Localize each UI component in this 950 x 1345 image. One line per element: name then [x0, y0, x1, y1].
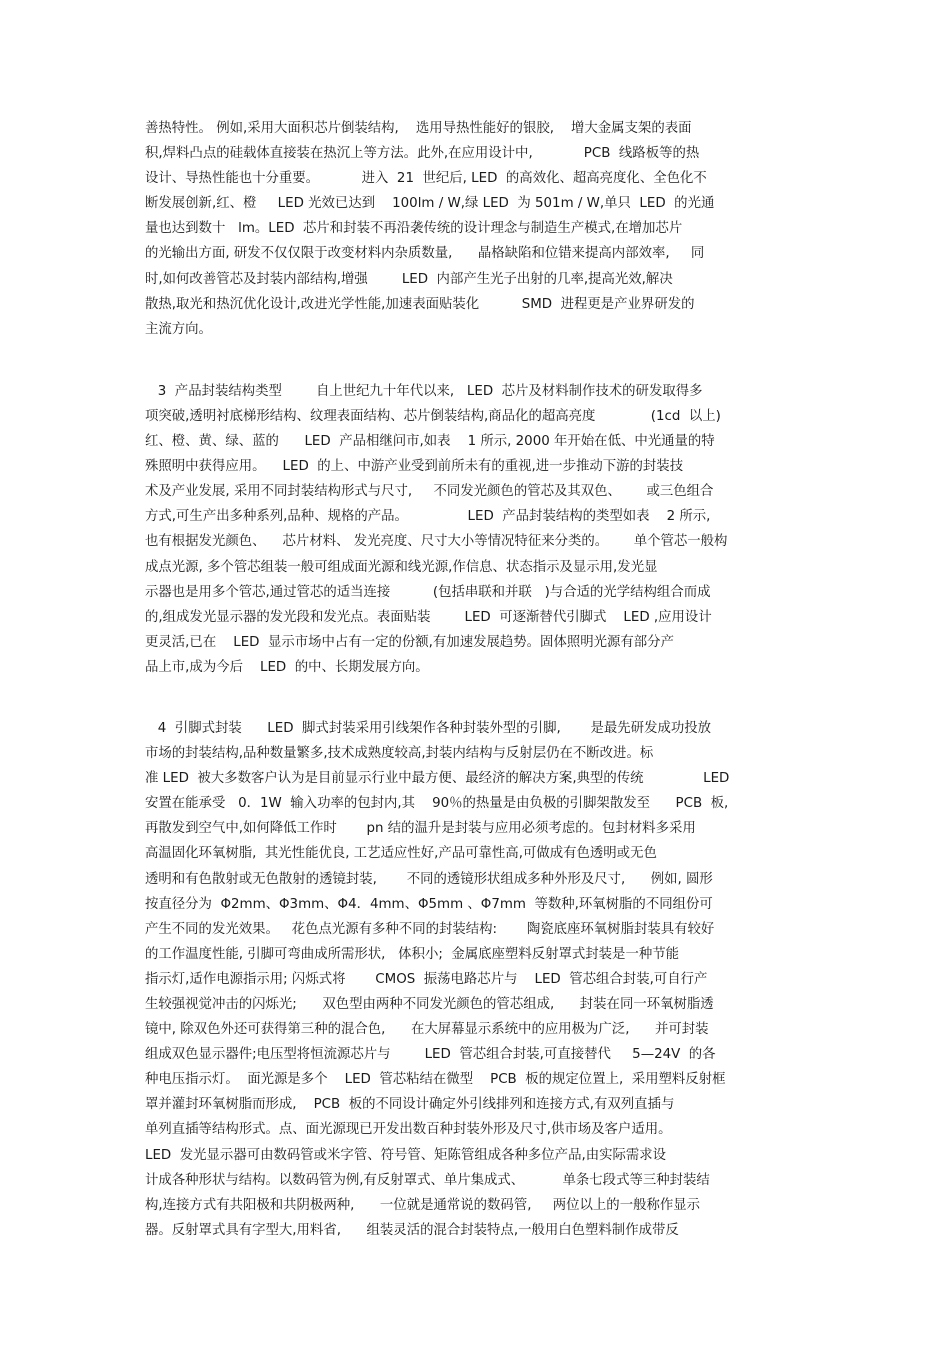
- text-line: 项突破,透明衬底梯形结构、纹理表面结构、芯片倒装结构,商品化的超高亮度 (1cd 以上): [145, 408, 721, 424]
- text-line: 术及产业发展, 采用不同封装结构形式与尺寸, 不同发光颜色的管芯及其双色、 或三色组合: [145, 484, 714, 500]
- text-line: 设计、导热性能也十分重要。 进入 21 世纪后, LED 的高效化、超高亮度化、全色化不: [145, 171, 707, 187]
- text-line: 器。反射罩式具有字型大,用料省, 组装灵活的混合封装特点,一般用白色塑料制作成带反: [145, 1222, 679, 1238]
- text-line: 也有根据发光颜色、 芯片材料、 发光亮度、尺寸大小等情况特征来分类的。 单个管芯一般构: [145, 534, 728, 550]
- text-line: 准 LED 被大多数客户认为是目前显示行业中最方便、最经济的解决方案,典型的传统 LED: [145, 771, 730, 787]
- text-line: LED 发光显示器可由数码管或米字管、符号管、矩陈管组成各种多位产品,由实际需求设: [145, 1147, 667, 1163]
- text-line: 高温固化环氧树脂, 其光性能优良, 工艺适应性好,产品可靠性高,可做成有色透明或无色: [145, 846, 657, 862]
- text-line: 生较强视觉冲击的闪烁光; 双色型由两种不同发光颜色的管芯组成, 封装在同一环氧树脂透: [145, 997, 714, 1012]
- text-line: 示器也是用多个管芯,通过管芯的适当连接 (包括串联和并联 )与合适的光学结构组合而成: [145, 584, 711, 600]
- text-line: 方式,可生产出多种系列,品种、规格的产品。 LED 产品封装结构的类型如表 2 所示,: [145, 509, 711, 525]
- text-line: 计成各种形状与结构。以数码管为例,有反射罩式、单片集成式、 单条七段式等三种封装结: [145, 1172, 710, 1188]
- text-line: 善热特性。 例如,采用大面积芯片倒装结构, 选用导热性能好的银胶, 增大金属支架的表面: [145, 121, 692, 136]
- text-line: 种电压指示灯。 面光源是多个 LED 管芯粘结在微型 PCB 板的规定位置上, 采用塑料反射框: [145, 1072, 726, 1088]
- text-line: 产生不同的发光效果。 花色点光源有多种不同的封装结构: 陶瓷底座环氧树脂封装具有较好: [145, 921, 715, 937]
- paragraph-spacer: [145, 680, 805, 716]
- text-line: 市场的封装结构,品种数量繁多,技术成熟度较高,封装内结构与反射层仍在不断改进。标: [145, 746, 654, 762]
- text-line: 安置在能承受 0．1W 输入功率的包封内,其 90％的热量是由负极的引脚架散发至 PCB 板,: [145, 796, 729, 812]
- text-line: 镜中, 除双色外还可获得第三种的混合色, 在大屏幕显示系统中的应用极为广泛, 并可封装: [145, 1022, 709, 1038]
- text-line: 指示灯,适作电源指示用; 闪烁式将 CMOS 振荡电路芯片与 LED 管芯组合封装,可自行产: [145, 971, 708, 987]
- text-line: 透明和有色散射或无色散射的透镜封装, 不同的透镜形状组成多种外形及尺寸, 例如, 圆形: [145, 871, 713, 887]
- text-line: 构,连接方式有共阳极和共阴极两种, 一位就是通常说的数码管, 两位以上的一般称作显示: [145, 1197, 701, 1213]
- text-line: 的光输出方面, 研发不仅仅限于改变材料内杂质数量, 晶格缺陷和位错来提高内部效率, 同: [145, 246, 705, 262]
- text-line: 量也达到数十 lm。LED 芯片和封装不再沿袭传统的设计理念与制造生产模式,在增加芯片: [145, 221, 683, 237]
- text-line: 品上市,成为今后 LED 的中、长期发展方向。: [145, 659, 429, 675]
- section-heading-line: 4 引脚式封装 LED 脚式封装采用引线架作各种封装外型的引脚, 是最先研发成功投放: [145, 720, 712, 736]
- text-line: 的工作温度性能, 引脚可弯曲成所需形状, 体积小; 金属底座塑料反射罩式封装是一种节能: [145, 946, 680, 962]
- paragraph-section-3-package-types: [145, 379, 805, 680]
- text-line: 散热,取光和热沉优化设计,改进光学性能,加速表面贴装化 SMD 进程更是产业界研发的: [145, 296, 695, 312]
- paragraph-section-4-through-hole: [145, 716, 805, 1243]
- text-line: 按直径分为 Φ2mm、Φ3mm、Φ4．4mm、Φ5mm 、Φ7mm 等数种,环氧树脂的不同组份可: [145, 896, 713, 912]
- section-heading-line: 3 产品封装结构类型 自上世纪九十年代以来, LED 芯片及材料制作技术的研发取得多: [145, 383, 703, 399]
- text-line: 更灵活,已在 LED 显示市场中占有一定的份额,有加速发展趋势。固体照明光源有部分产: [145, 634, 674, 650]
- text-line: 再散发到空气中,如何降低工作时 pn 结的温升是封装与应用必须考虑的。包封材料多采用: [145, 821, 696, 837]
- text-line: 组成双色显示器件;电压型将恒流源芯片与 LED 管芯组合封装,可直接替代 5—24V 的各: [145, 1047, 716, 1063]
- text-line: 殊照明中获得应用。 LED 的上、中游产业受到前所未有的重视,进一步推动下游的封装技: [145, 459, 684, 475]
- paragraph-heat-dissipation: [145, 116, 805, 342]
- text-line: 罩并灌封环氧树脂而形成, PCB 板的不同设计确定外引线排列和连接方式,有双列直插与: [145, 1097, 675, 1113]
- text-line: 单列直插等结构形式。点、面光源现已开发出数百种封装外形及尺寸,供市场及客户适用。: [145, 1122, 672, 1138]
- text-line: 主流方向。: [145, 321, 212, 337]
- text-line: 时,如何改善管芯及封装内部结构,增强 LED 内部产生光子出射的几率,提高光效,解决: [145, 271, 673, 287]
- document-body: [145, 116, 805, 1243]
- text-line: 积,焊料凸点的硅载体直接装在热沉上等方法。此外,在应用设计中, PCB 线路板等的热: [145, 146, 700, 162]
- text-line: 的,组成发光显示器的发光段和发光点。表面贴装 LED 可逐渐替代引脚式 LED ,应用设计: [145, 609, 712, 625]
- paragraph-spacer: [145, 342, 805, 379]
- text-line: 红、橙、黄、绿、蓝的 LED 产品相继问市,如表 1 所示, 2000 年开始在低、中光通量的特: [145, 434, 715, 450]
- text-line: 断发展创新,红、橙 LED 光效已达到 100lm / W,绿 LED 为 501m / W,单只 LED 的光通: [145, 196, 715, 212]
- text-line: 成点光源, 多个管芯组装一般可组成面光源和线光源,作信息、状态指示及显示用,发光显: [145, 559, 658, 575]
